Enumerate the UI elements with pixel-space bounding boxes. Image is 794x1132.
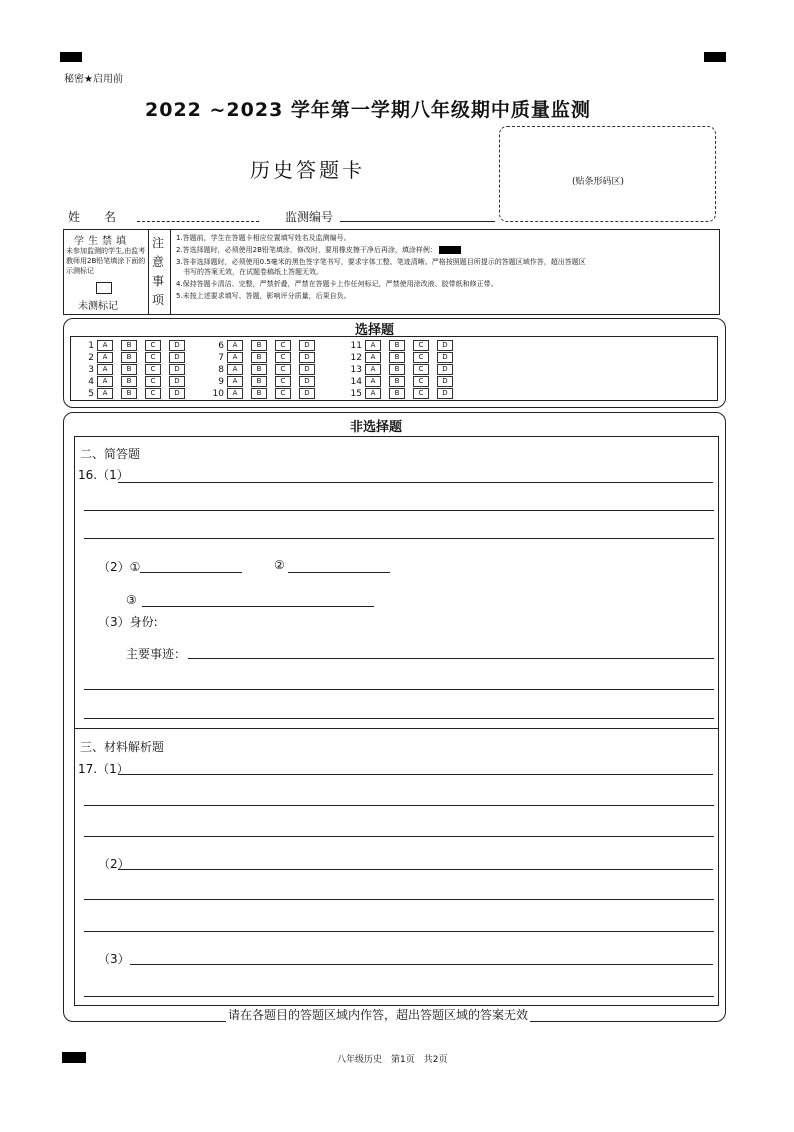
option-bubble-b[interactable]: B xyxy=(389,352,405,363)
absent-title: 学生禁填 xyxy=(74,236,130,247)
option-bubble-c[interactable]: C xyxy=(275,352,291,363)
answer-line[interactable] xyxy=(142,606,374,607)
option-bubble-b[interactable]: B xyxy=(389,340,405,351)
notice-item: 2.答选择题时，必须使用2B铅笔填涂，修改时，要用橡皮擦干净后再涂，填涂样例： xyxy=(176,245,712,255)
option-bubble-a[interactable]: A xyxy=(97,352,113,363)
choice-question-row xyxy=(78,352,193,363)
option-bubble-c[interactable]: C xyxy=(145,352,161,363)
answer-line[interactable] xyxy=(288,572,390,573)
option-bubble-d[interactable]: D xyxy=(299,364,315,375)
choice-title: 选择题 xyxy=(355,323,395,338)
choice-question-row xyxy=(78,340,193,351)
name-field[interactable] xyxy=(137,221,259,222)
option-bubble-b[interactable]: B xyxy=(389,376,405,387)
option-bubble-d[interactable]: D xyxy=(299,388,315,399)
option-bubble-d[interactable]: D xyxy=(437,340,453,351)
q16-2-label: （2）① xyxy=(98,560,141,574)
notice-item: 书写的答案无效，在试题卷稿纸上答题无效。 xyxy=(176,268,323,276)
choice-question-row xyxy=(78,364,193,375)
q16-2-c-label: ③ xyxy=(126,593,137,607)
q17-3-label: （3） xyxy=(98,952,130,966)
choice-question-row xyxy=(208,376,323,387)
q16-1-label: 16.（1） xyxy=(78,468,129,482)
id-label: 监测编号 xyxy=(285,210,334,224)
corner-mark-top-left xyxy=(60,52,82,62)
answer-line[interactable] xyxy=(84,689,714,690)
option-bubble-a[interactable]: A xyxy=(97,364,113,375)
answer-line[interactable] xyxy=(188,658,714,659)
option-bubble-a[interactable]: A xyxy=(97,340,113,351)
q16-3-label: （3）身份: xyxy=(98,615,158,629)
option-bubble-a[interactable]: A xyxy=(365,340,381,351)
choice-question-row xyxy=(346,388,461,399)
option-bubble-b[interactable]: B xyxy=(389,364,405,375)
option-bubble-d[interactable]: D xyxy=(299,340,315,351)
answer-line[interactable] xyxy=(84,538,714,539)
option-bubble-d[interactable]: D xyxy=(169,340,185,351)
option-bubble-b[interactable]: B xyxy=(121,364,137,375)
question-number: 2 xyxy=(88,353,94,363)
notice-item: 3.答非选择题时，必须使用0.5毫米的黑色签字笔书写，要求字体工整、笔迹清晰。严格按照题目所提示的答题区域作答，超出答题区 xyxy=(176,258,586,266)
option-bubble-a[interactable]: A xyxy=(365,364,381,375)
option-bubble-c[interactable]: C xyxy=(145,388,161,399)
card-title: 历史答题卡 xyxy=(250,158,365,182)
question-number: 5 xyxy=(88,389,94,399)
option-bubble-b[interactable]: B xyxy=(251,352,267,363)
question-number: 8 xyxy=(218,365,224,375)
answer-line[interactable] xyxy=(118,482,713,483)
part3-title: 三、材料解析题 xyxy=(80,740,165,754)
q16-2-b-label: ② xyxy=(274,558,285,572)
question-number: 11 xyxy=(350,341,362,351)
choice-question-row xyxy=(346,352,461,363)
answer-line[interactable] xyxy=(84,996,714,997)
answer-area xyxy=(74,436,719,1006)
option-bubble-c[interactable]: C xyxy=(275,388,291,399)
choice-question-row xyxy=(346,364,461,375)
option-bubble-d[interactable]: D xyxy=(299,376,315,387)
option-bubble-a[interactable]: A xyxy=(227,340,243,351)
notice-title-2: 意 xyxy=(152,255,165,269)
option-bubble-a[interactable]: A xyxy=(365,388,381,399)
option-bubble-a[interactable]: A xyxy=(227,364,243,375)
q16-3-deeds-label: 主要事迹： xyxy=(126,647,187,661)
option-bubble-a[interactable]: A xyxy=(365,352,381,363)
answer-line[interactable] xyxy=(84,931,714,932)
question-number: 7 xyxy=(218,353,224,363)
option-bubble-c[interactable]: C xyxy=(145,364,161,375)
id-field[interactable] xyxy=(340,221,495,222)
question-number: 9 xyxy=(218,377,224,387)
option-bubble-c[interactable]: C xyxy=(413,340,429,351)
option-bubble-b[interactable]: B xyxy=(121,340,137,351)
notice-item: 4.保持答题卡清洁、完整，严禁折叠，严禁在答题卡上作任何标记，严禁使用涂改液、胶带纸和修正带。 xyxy=(176,280,498,288)
barcode-area xyxy=(499,126,716,222)
notice-title-1: 注 xyxy=(152,236,165,250)
option-bubble-a[interactable]: A xyxy=(227,388,243,399)
option-bubble-b[interactable]: B xyxy=(121,352,137,363)
option-bubble-b[interactable]: B xyxy=(251,340,267,351)
option-bubble-d[interactable]: D xyxy=(169,352,185,363)
option-bubble-b[interactable]: B xyxy=(389,388,405,399)
option-bubble-c[interactable]: C xyxy=(413,376,429,387)
absent-mark-label: 未测标记 xyxy=(78,301,118,312)
absent-divider xyxy=(148,229,149,314)
option-bubble-c[interactable]: C xyxy=(275,340,291,351)
question-number: 6 xyxy=(218,341,224,351)
question-number: 1 xyxy=(88,341,94,351)
q17-2-label: （2） xyxy=(98,857,130,871)
option-bubble-c[interactable]: C xyxy=(145,376,161,387)
option-bubble-d[interactable]: D xyxy=(169,364,185,375)
question-number: 10 xyxy=(212,389,224,399)
notice-item: 5.未按上述要求填写、答题，影响评分质量，后果自负。 xyxy=(176,292,351,300)
name-label: 姓 名 xyxy=(68,210,117,224)
choice-question-row xyxy=(208,340,323,351)
answer-line[interactable] xyxy=(84,899,714,900)
choice-question-row xyxy=(208,364,323,375)
question-number: 4 xyxy=(88,377,94,387)
answer-line[interactable] xyxy=(140,572,242,573)
question-number: 12 xyxy=(350,353,362,363)
notice-item: 1.答题前，学生在答题卡相应位置填写姓名及监测编号。 xyxy=(176,234,351,242)
nonchoice-title: 非选择题 xyxy=(350,420,403,435)
option-bubble-b[interactable]: B xyxy=(251,388,267,399)
answer-line[interactable] xyxy=(130,964,713,965)
option-bubble-c[interactable]: C xyxy=(413,364,429,375)
choice-question-row xyxy=(346,340,461,351)
answer-line[interactable] xyxy=(84,718,714,719)
answer-line[interactable] xyxy=(118,774,713,775)
option-bubble-c[interactable]: C xyxy=(413,388,429,399)
barcode-area-label: (贴条形码区) xyxy=(572,177,625,187)
choice-question-row xyxy=(78,376,193,387)
answer-line[interactable] xyxy=(84,510,714,511)
notice-divider xyxy=(170,229,171,314)
option-bubble-b[interactable]: B xyxy=(251,364,267,375)
question-number: 15 xyxy=(350,389,362,399)
option-bubble-d[interactable]: D xyxy=(437,352,453,363)
option-bubble-b[interactable]: B xyxy=(121,376,137,387)
notice-title-4: 项 xyxy=(152,293,165,307)
question-number: 13 xyxy=(350,365,362,375)
corner-mark-top-right xyxy=(704,52,726,62)
option-bubble-b[interactable]: B xyxy=(121,388,137,399)
corner-mark-bottom-left xyxy=(62,1052,86,1063)
option-bubble-a[interactable]: A xyxy=(227,376,243,387)
absent-desc: 未参加监测的学生,由监考教师用2B铅笔填涂下面的示测标记 xyxy=(66,247,146,275)
option-bubble-c[interactable]: C xyxy=(145,340,161,351)
footer-warning: 请在各题目的答题区域内作答，超出答题区域的答案无效 xyxy=(228,1008,529,1022)
sample-fill-icon xyxy=(439,246,461,254)
option-bubble-a[interactable]: A xyxy=(227,352,243,363)
option-bubble-d[interactable]: D xyxy=(437,376,453,387)
choice-question-row xyxy=(208,388,323,399)
answer-line[interactable] xyxy=(118,869,713,870)
option-bubble-a[interactable]: A xyxy=(97,376,113,387)
secret-label: 秘密★启用前 xyxy=(64,74,123,85)
notice-title-3: 事 xyxy=(152,274,165,288)
option-bubble-d[interactable]: D xyxy=(437,364,453,375)
option-bubble-c[interactable]: C xyxy=(275,364,291,375)
option-bubble-d[interactable]: D xyxy=(169,376,185,387)
option-bubble-d[interactable]: D xyxy=(169,388,185,399)
choice-question-row xyxy=(208,352,323,363)
option-bubble-a[interactable]: A xyxy=(365,376,381,387)
part2-title: 二、简答题 xyxy=(80,447,141,461)
option-bubble-c[interactable]: C xyxy=(413,352,429,363)
question-number: 14 xyxy=(350,377,362,387)
section-divider xyxy=(74,728,718,729)
option-bubble-d[interactable]: D xyxy=(299,352,315,363)
choice-question-row xyxy=(346,376,461,387)
option-bubble-c[interactable]: C xyxy=(275,376,291,387)
q17-1-label: 17.（1） xyxy=(78,762,129,776)
option-bubble-a[interactable]: A xyxy=(97,388,113,399)
question-number: 3 xyxy=(88,365,94,375)
absent-mark-box[interactable] xyxy=(96,282,112,294)
choice-question-row xyxy=(78,388,193,399)
answer-line[interactable] xyxy=(84,836,714,837)
page-info: 八年级历史 第1页 共2页 xyxy=(337,1055,448,1065)
answer-line[interactable] xyxy=(84,805,714,806)
exam-title: 2022 ~2023 学年第一学期八年级期中质量监测 xyxy=(145,99,591,121)
option-bubble-b[interactable]: B xyxy=(251,376,267,387)
notice-list xyxy=(176,233,712,301)
option-bubble-d[interactable]: D xyxy=(437,388,453,399)
